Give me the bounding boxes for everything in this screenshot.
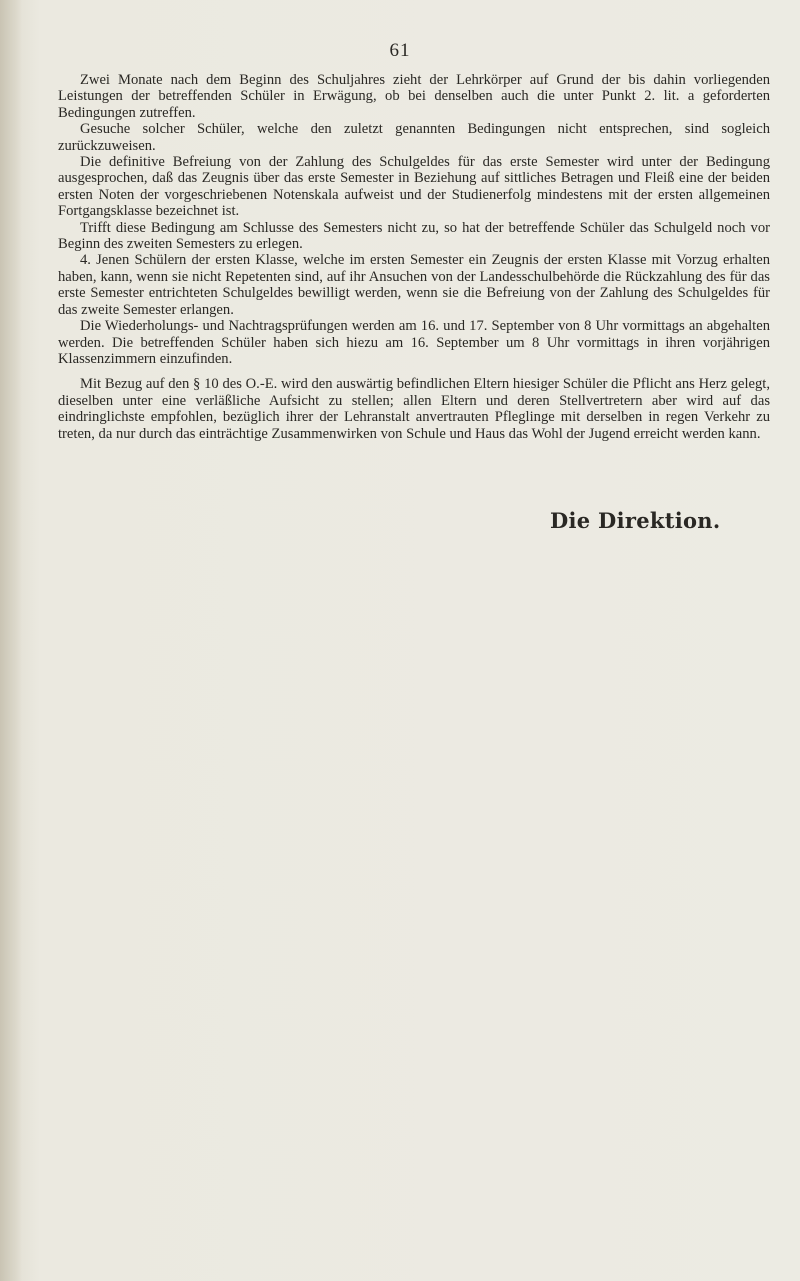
paragraph-4: Trifft diese Bedingung am Schlusse des Semesters nicht zu, so hat der betreffende Schüler das Schulgeld noch vor Beginn des zweiten Semesters zu erlegen. [58,219,770,253]
page-edge-shadow [0,0,22,1281]
page-number: 61 [389,40,411,61]
paragraph-5: 4. Jenen Schülern der ersten Klasse, welche im ersten Semester ein Zeugnis der ersten Klasse mit Vorzug erhalten haben, kann, wenn sie nicht Repetenten sind, auf ihr Ansuchen von der Landesschulbehörde die Rückzahlung des für das erste Semester entrichteten Schulgeldes bewilligt werden, wenn sie die Befreiung von der Zahlung des Schulgeldes für das zweite Semester erlangen. [58,252,770,318]
paragraph-7: Mit Bezug auf den § 10 des O.-E. wird den auswärtig befindlichen Eltern hiesiger Schüler die Pflicht ans Herz gelegt, dieselben unter eine verläßliche Aufsicht zu stellen; allen Eltern und deren Stellvertretern aber wird auf das eindringlichste empfohlen, bezüglich ihrer der Lehranstalt anvertrauten Pfleglinge mit derselben in regen Verkehr zu treten, da nur durch das einträchtige Zusammenwirken von Schule und Haus das Wohl der Jugend erreicht werden kann. [58,376,770,442]
body-text [58,72,770,442]
paragraph-1: Zwei Monate nach dem Beginn des Schuljahres zieht der Lehrkörper auf Grund der bis dahin vorliegenden Leistungen der betreffenden Schüler in Erwägung, ob bei denselben auch die unter Punkt 2. lit. a geforderten Bedingungen zutreffen. [58,72,770,121]
paragraph-6: Die Wiederholungs- und Nachtragsprüfungen werden am 16. und 17. September von 8 Uhr vormittags an abgehalten werden. Die betreffenden Schüler haben sich hiezu am 16. September um 8 Uhr vormittags in ihren vorjährigen Klassenzimmern einzufinden. [58,318,770,367]
paragraph-3: Die definitive Befreiung von der Zahlung des Schulgeldes für das erste Semester wird unter der Bedingung ausgesprochen, daß das Zeugnis über das erste Semester in Beziehung auf sittliches Betragen und Fleiß eine der beiden ersten Noten der vorgeschriebenen Notenskala aufweist und der Studienerfolg mindestens mit der ersten allgemeinen Fortgangsklasse bezeichnet ist. [58,154,770,220]
paragraph-2: Gesuche solcher Schüler, welche den zuletzt genannten Bedingungen nicht entsprechen, sind sogleich zurückzuweisen. [58,121,770,154]
signature: Die Direktion. [550,508,721,533]
